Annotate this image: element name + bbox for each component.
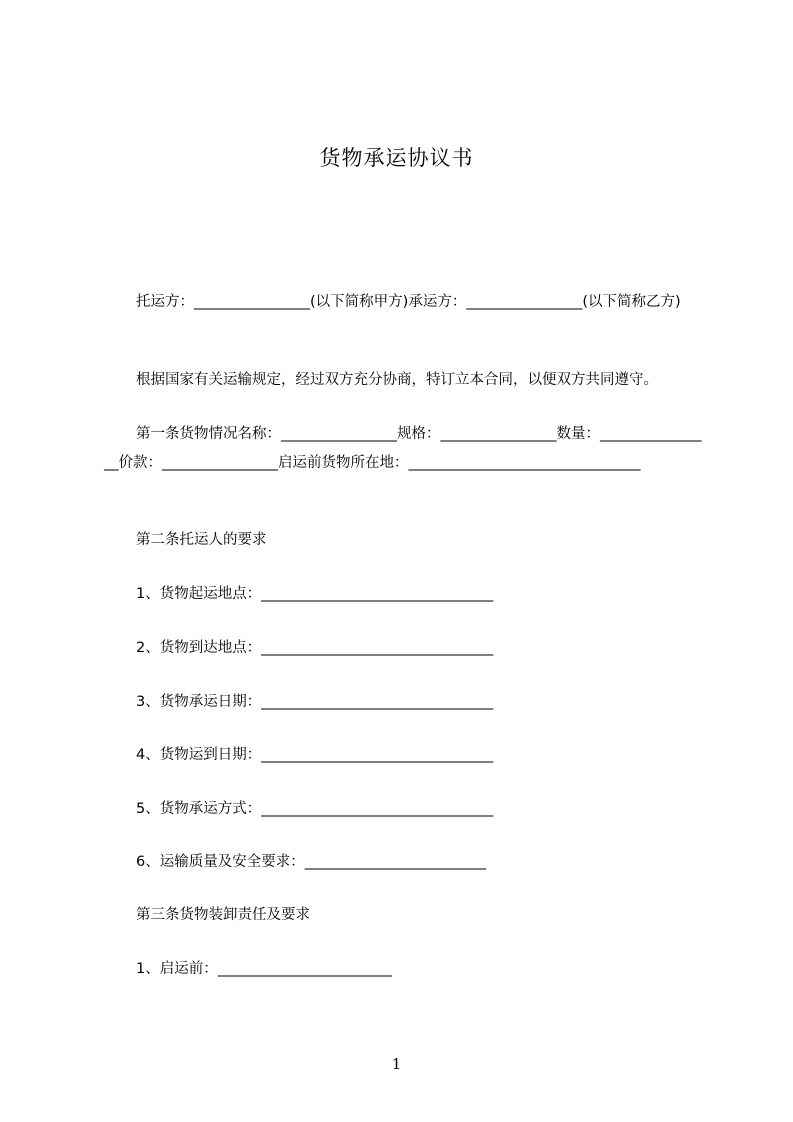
article-1-paragraph: 第一条货物情况名称：________________规格：________________数量：________________价款：________________启运前货物所在地：________________________________ — [104, 426, 702, 471]
document-title: 货物承运协议书 — [319, 146, 474, 170]
article-2-item-4: 4、货物运到日期：________________________________ — [136, 747, 494, 763]
page-number: 1 — [391, 1055, 402, 1073]
article-2-item-5: 5、货物承运方式：________________________________ — [136, 801, 494, 817]
article-2-item-6: 6、运输质量及安全要求：_________________________ — [136, 854, 486, 870]
parties-paragraph: 托运方：________________(以下简称甲方)承运方：________________(以下简称乙方) — [136, 294, 681, 310]
article-2-item-3: 3、货物承运日期：________________________________ — [136, 694, 494, 710]
article-2-item-1: 1、货物起运地点：________________________________ — [136, 586, 494, 602]
article-2-item-2: 2、货物到达地点：________________________________ — [136, 640, 494, 656]
preamble-paragraph: 根据国家有关运输规定，经过双方充分协商，特订立本合同，以便双方共同遵守。 — [136, 372, 658, 388]
article-2-heading: 第二条托运人的要求 — [136, 532, 267, 548]
article-3-heading: 第三条货物装卸责任及要求 — [136, 907, 310, 923]
article-3-item-1: 1、启运前：________________________ — [136, 961, 392, 977]
